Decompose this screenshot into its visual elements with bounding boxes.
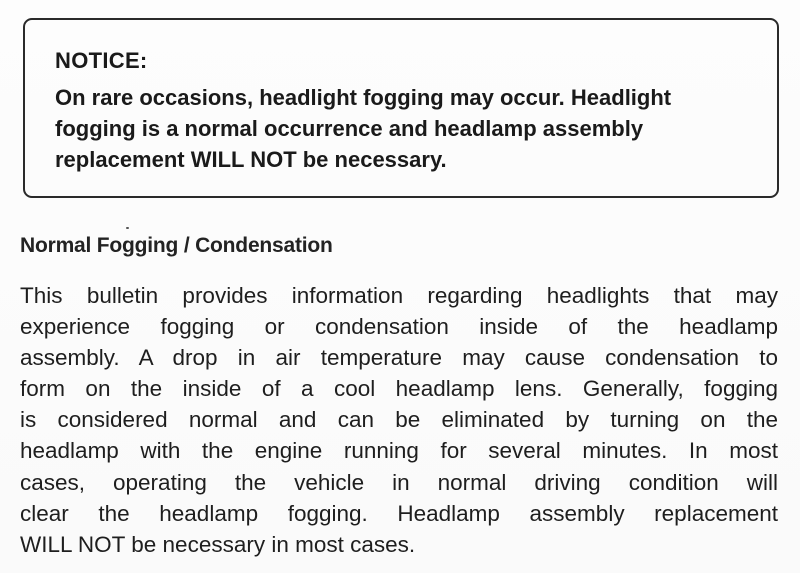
notice-line: replacement WILL NOT be necessary. bbox=[55, 147, 447, 172]
notice-line: fogging is a normal occurrence and headlamp assembly bbox=[55, 116, 644, 141]
bulletin-paragraph bbox=[20, 280, 778, 560]
paragraph-line: is considered normal and can be eliminated by turning on the bbox=[20, 407, 778, 433]
notice-title: NOTICE: bbox=[55, 48, 148, 73]
paragraph-line: WILL NOT be necessary in most cases. bbox=[20, 531, 416, 557]
paragraph-line: experience fogging or condensation inside of the headlamp bbox=[20, 314, 778, 340]
notice-body bbox=[55, 82, 755, 175]
paragraph-line: clear the headlamp fogging. Headlamp assembly replacement bbox=[20, 500, 778, 526]
paragraph-line: assembly. A drop in air temperature may cause condensation to bbox=[20, 345, 778, 371]
paragraph-line: cases, operating the vehicle in normal driving condition will bbox=[20, 469, 778, 495]
notice-line: On rare occasions, headlight fogging may occur. Headlight bbox=[55, 85, 672, 110]
notice-box bbox=[23, 18, 779, 198]
paragraph-line: form on the inside of a cool headlamp lens. Generally, fogging bbox=[20, 376, 778, 402]
section-heading: Normal Fogging / Condensation bbox=[20, 234, 333, 257]
paragraph-line: This bulletin provides information regarding headlights that may bbox=[20, 283, 778, 308]
paragraph-line: headlamp with the engine running for several minutes. In most bbox=[20, 438, 778, 464]
scan-speck bbox=[126, 227, 129, 229]
